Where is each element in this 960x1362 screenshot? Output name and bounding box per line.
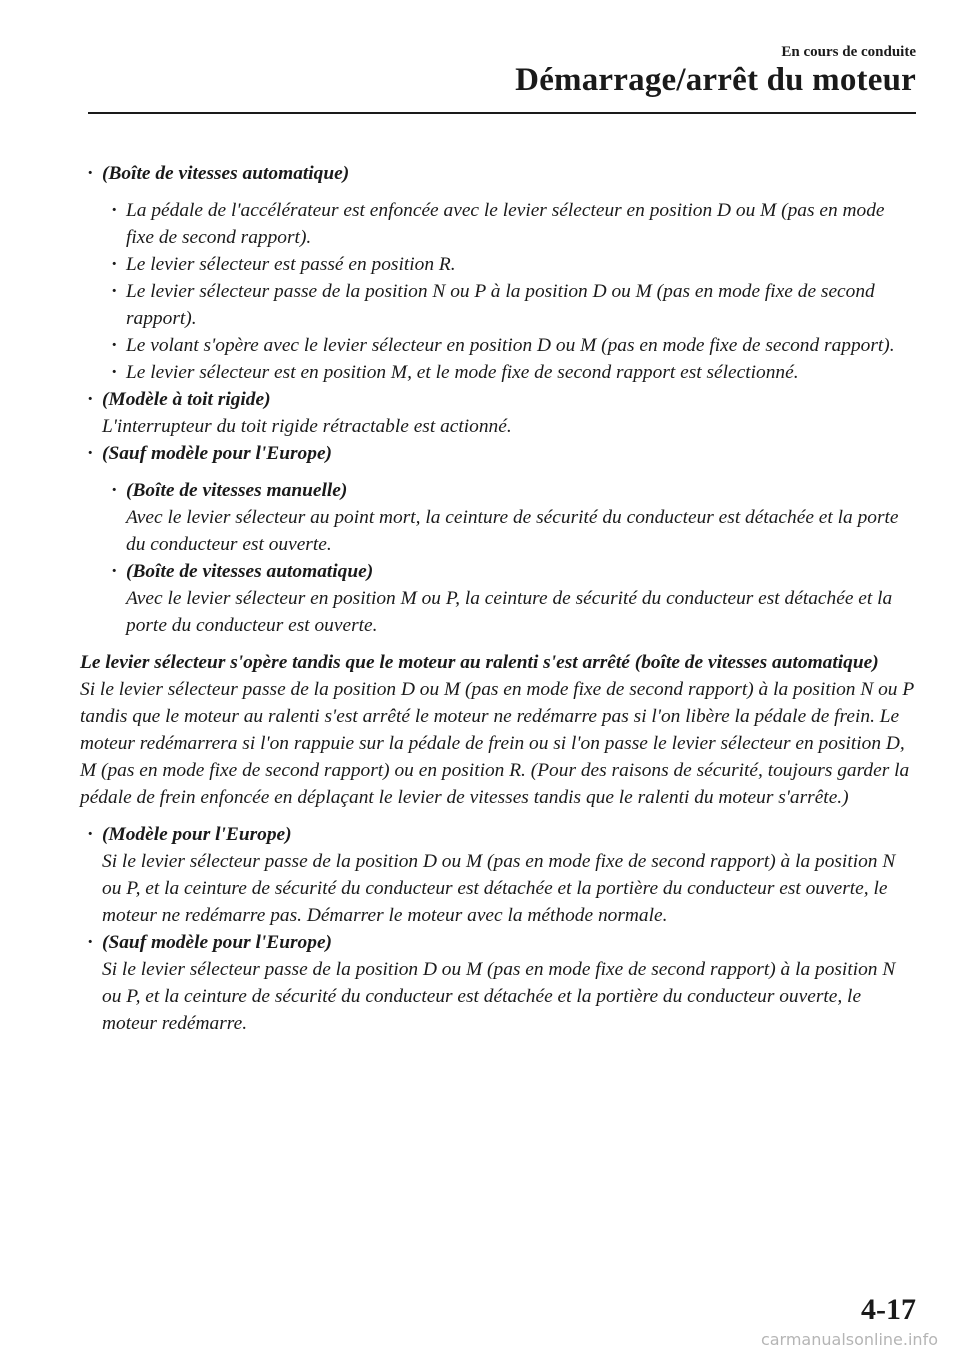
manual-text: Avec le levier sélecteur au point mort, la ceinture de sécurité du conducteur est détachée et la porte du conducteur est ouverte. (126, 507, 899, 555)
list-item: · La pédale de l'accélérateur est enfoncée avec le levier sélecteur en position D ou M (pas en mode fixe de second rapport). (104, 197, 916, 251)
list-item: · Le levier sélecteur est en position M, et le mode fixe de second rapport est sélectionné. (104, 359, 916, 386)
hardtop-title: · (Modèle à toit rigide) (102, 389, 271, 410)
section-heading: Le levier sélecteur s'opère tandis que le moteur au ralenti s'est arrêté (boîte de vitesses automatique) (80, 652, 879, 673)
list-item: · Le levier sélecteur passe de la position N ou P à la position D ou M (pas en mode fixe de second rapport). (104, 278, 916, 332)
section-paragraph: Si le levier sélecteur passe de la position D ou M (pas en mode fixe de second rapport) à la position N ou P tandis que le moteur au ralenti s'est arrêté le moteur ne redémarre pas si l'on libère la pédale de frein. Le moteur redémarrera si l'on rappuie sur la pédale de frein ou si l'on passe le levier sélecteur en position D, M (pas en mode fixe de second rapport) ou en position R. (Pour des raisons de sécurité, toujours garder la pédale de frein enfoncée en déplaçant le levier de vitesses tandis que le ralenti du moteur s'arrête.) (80, 679, 914, 808)
non-europe-text: Si le levier sélecteur passe de la position D ou M (pas en mode fixe de second rapport) à la position N ou P, et la ceinture de sécurité du conducteur est détachée et la portière du conducteur ouverte, le moteur redémarre. (102, 959, 896, 1034)
sublist-automatic-conditions (104, 197, 916, 386)
bullet-europe (80, 821, 916, 929)
bullet-hardtop (80, 386, 916, 440)
non-europe-title: · (Sauf modèle pour l'Europe) (102, 932, 333, 953)
automatic-text: Avec le levier sélecteur en position M ou P, la ceinture de sécurité du conducteur est détachée et la porte du conducteur est ouverte. (126, 588, 893, 636)
bullet-non-europe (80, 929, 916, 1037)
header-divider (88, 112, 916, 114)
list-item-manual (104, 477, 916, 558)
manual-title: · (Boîte de vitesses manuelle) (126, 480, 348, 501)
list-item-automatic (104, 558, 916, 639)
page-title: Démarrage/arrêt du moteur (515, 62, 916, 98)
automatic-title: · (Boîte de vitesses automatique) (126, 561, 374, 582)
watermark: carmanualsonline.info (760, 1330, 938, 1349)
sublist-except-europe (104, 477, 916, 639)
page-number: 4-17 (861, 1293, 916, 1326)
page-content (80, 160, 916, 1037)
section-label: En cours de conduite (781, 44, 916, 60)
list-item: · Le volant s'opère avec le levier sélecteur en position D ou M (pas en mode fixe de second rapport). (104, 332, 916, 359)
bullet-automatic-transmission-title: · (Boîte de vitesses automatique) (80, 160, 916, 187)
bullet-except-europe-title: · (Sauf modèle pour l'Europe) (80, 440, 916, 467)
hardtop-text: L'interrupteur du toit rigide rétractable est actionné. (102, 416, 512, 437)
list-item: · Le levier sélecteur est passé en position R. (104, 251, 916, 278)
europe-list (80, 821, 916, 1037)
europe-title: · (Modèle pour l'Europe) (102, 824, 292, 845)
europe-text: Si le levier sélecteur passe de la position D ou M (pas en mode fixe de second rapport) à la position N ou P, et la ceinture de sécurité du conducteur est détachée et la portière du conducteur est ouverte, le moteur ne redémarre pas. Démarrer le moteur avec la méthode normale. (102, 851, 896, 926)
